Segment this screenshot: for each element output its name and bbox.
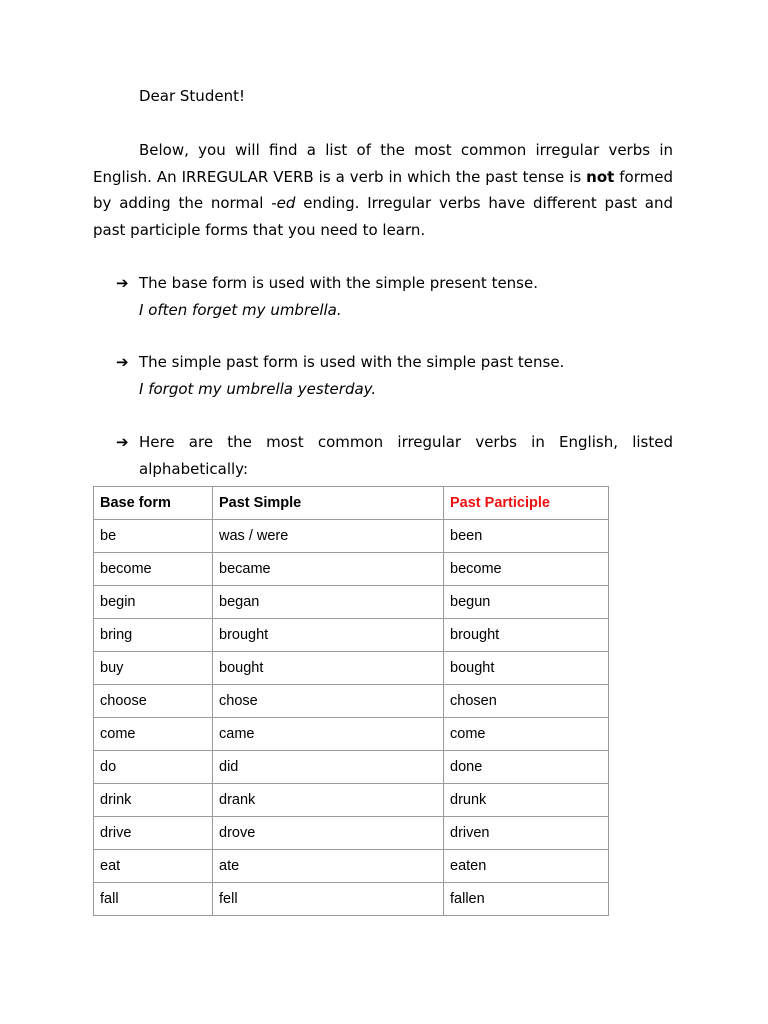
table-row: [94, 883, 609, 916]
table-row: [94, 586, 609, 619]
irregular-verbs-table: [93, 486, 609, 916]
cell-past-participle: done: [444, 751, 609, 784]
table-row: [94, 685, 609, 718]
cell-past-simple: ate: [213, 850, 444, 883]
greeting: Dear Student!: [139, 87, 245, 105]
cell-past-participle: begun: [444, 586, 609, 619]
bullet-simple-past: [116, 349, 673, 402]
table-row: [94, 520, 609, 553]
intro-italic-ed: ed: [276, 194, 296, 213]
intro-paragraph: [93, 137, 673, 244]
cell-base-form: do: [94, 751, 213, 784]
cell-past-simple: drank: [213, 784, 444, 817]
table-header-row: [94, 487, 609, 520]
table-row: [94, 751, 609, 784]
table-row: [94, 652, 609, 685]
cell-base-form: come: [94, 718, 213, 751]
bullet-text: Here are the most common irregular verbs in English, listed alphabetically:: [139, 433, 673, 478]
cell-past-simple: came: [213, 718, 444, 751]
cell-past-participle: driven: [444, 817, 609, 850]
cell-base-form: drink: [94, 784, 213, 817]
cell-past-simple: brought: [213, 619, 444, 652]
cell-base-form: begin: [94, 586, 213, 619]
bullet-text: The simple past form is used with the simple past tense.: [139, 353, 565, 371]
cell-past-simple: began: [213, 586, 444, 619]
cell-base-form: be: [94, 520, 213, 553]
bullet-text: The base form is used with the simple present tense.: [139, 274, 538, 292]
intro-bold-not: not: [586, 167, 615, 186]
cell-past-simple: drove: [213, 817, 444, 850]
cell-base-form: fall: [94, 883, 213, 916]
intro-text-3: ending. Irregular verbs have different past and past participle forms that you need to learn.: [93, 194, 673, 240]
table-row: [94, 619, 609, 652]
cell-past-participle: become: [444, 553, 609, 586]
cell-base-form: buy: [94, 652, 213, 685]
cell-past-participle: brought: [444, 619, 609, 652]
cell-past-simple: bought: [213, 652, 444, 685]
bullet-verb-list: [116, 429, 673, 482]
cell-past-participle: fallen: [444, 883, 609, 916]
table-row: [94, 784, 609, 817]
bullet-example: I often forget my umbrella.: [139, 300, 342, 319]
table-row: [94, 718, 609, 751]
cell-past-participle: bought: [444, 652, 609, 685]
cell-past-simple: did: [213, 751, 444, 784]
cell-past-participle: eaten: [444, 850, 609, 883]
cell-past-simple: was / were: [213, 520, 444, 553]
intro-text-2: formed by adding the normal -: [93, 167, 673, 213]
cell-past-participle: come: [444, 718, 609, 751]
bullet-base-form: [116, 270, 673, 323]
cell-base-form: choose: [94, 685, 213, 718]
cell-past-simple: fell: [213, 883, 444, 916]
cell-past-participle: chosen: [444, 685, 609, 718]
cell-past-simple: chose: [213, 685, 444, 718]
cell-base-form: drive: [94, 817, 213, 850]
cell-past-simple: became: [213, 553, 444, 586]
table-body: [94, 520, 609, 916]
table-row: [94, 850, 609, 883]
cell-past-participle: been: [444, 520, 609, 553]
cell-base-form: bring: [94, 619, 213, 652]
cell-base-form: become: [94, 553, 213, 586]
header-base-form: Base form: [94, 487, 213, 520]
header-past-participle: Past Participle: [444, 487, 609, 520]
table-row: [94, 817, 609, 850]
arrow-icon: ➔: [116, 353, 129, 371]
cell-past-participle: drunk: [444, 784, 609, 817]
bullet-example: I forgot my umbrella yesterday.: [139, 379, 377, 398]
arrow-icon: ➔: [116, 274, 129, 292]
header-past-simple: Past Simple: [213, 487, 444, 520]
intro-text-1: Below, you will find a list of the most common irregular verbs in English. An IRREGULAR VERB is a verb in which the past tense is: [93, 141, 673, 186]
table-row: [94, 553, 609, 586]
arrow-icon: ➔: [116, 433, 129, 451]
cell-base-form: eat: [94, 850, 213, 883]
